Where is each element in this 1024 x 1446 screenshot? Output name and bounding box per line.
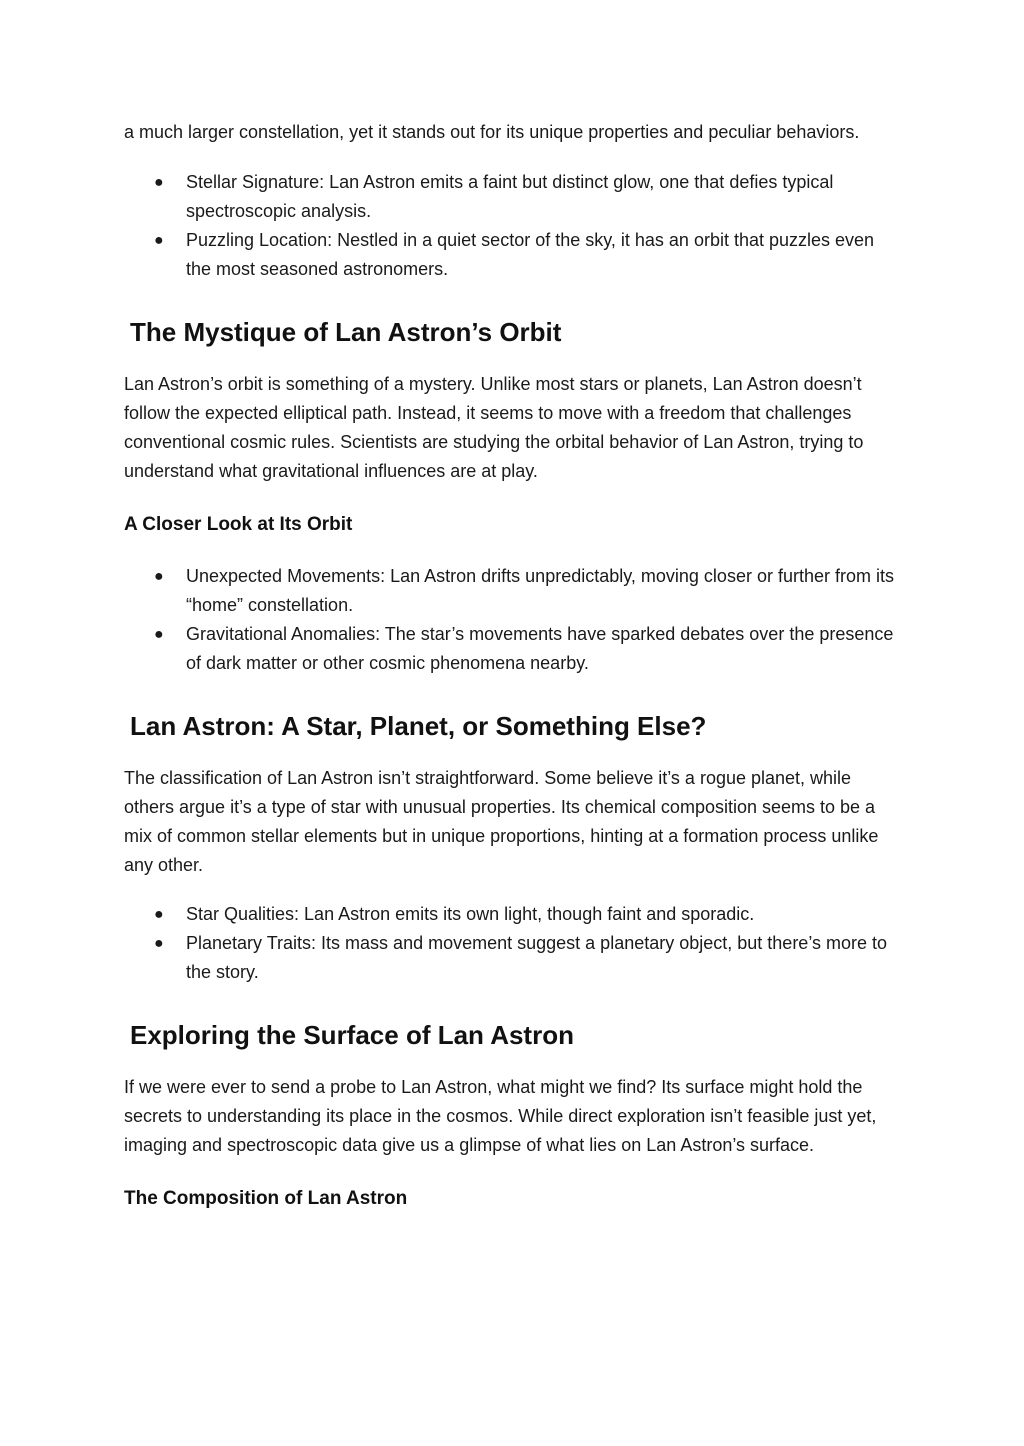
orbit-bullet-list [124,562,904,678]
bullet-icon: ● [154,568,164,585]
list-item-text: Planetary Traits: Its mass and movement suggest a planetary object, but there’s more to the story. [186,933,888,982]
list-item-text: Gravitational Anomalies: The star’s movements have sparked debates over the presence of dark matter or other cosmic phenomena nearby. [186,624,894,673]
list-item [124,168,904,226]
orbit-paragraph: Lan Astron’s orbit is something of a mystery. Unlike most stars or planets, Lan Astron doesn’t follow the expected elliptical path. Instead, it seems to move with a freedom that challenges conventional cosmic rules. Scientists are studying the orbital behavior of Lan Astron, trying to understand what gravitational influences are at play. [124,374,864,481]
section-heading-classification: Lan Astron: A Star, Planet, or Something Else? [130,711,707,741]
intro-bullet-list [124,168,904,284]
list-item-text: Unexpected Movements: Lan Astron drifts unpredictably, moving closer or further from its “home” constellation. [186,566,894,615]
section-heading-surface: Exploring the Surface of Lan Astron [130,1020,574,1050]
document-page [124,118,904,1213]
classification-paragraph: The classification of Lan Astron isn’t straightforward. Some believe it’s a rogue planet, while others argue it’s a type of star with unusual properties. Its chemical composition seems to be a mix of common stellar elements but in unique proportions, hinting at a formation process unlike any other. [124,768,879,875]
subheading-composition: The Composition of Lan Astron [124,1188,408,1209]
intro-paragraph: a much larger constellation, yet it stands out for its unique properties and peculiar behaviors. [124,122,860,142]
section-heading-orbit: The Mystique of Lan Astron’s Orbit [130,317,562,347]
list-item [124,620,904,678]
list-item-text: Puzzling Location: Nestled in a quiet sector of the sky, it has an orbit that puzzles even the most seasoned astronomers. [186,230,875,279]
bullet-icon: ● [154,174,164,191]
list-item [124,562,904,620]
list-item-text: Stellar Signature: Lan Astron emits a faint but distinct glow, one that defies typical spectroscopic analysis. [186,172,834,221]
list-item [124,900,904,929]
bullet-icon: ● [154,935,164,952]
subheading-closer-look: A Closer Look at Its Orbit [124,514,353,535]
bullet-icon: ● [154,626,164,643]
bullet-icon: ● [154,906,164,923]
surface-paragraph: If we were ever to send a probe to Lan Astron, what might we find? Its surface might hold the secrets to understanding its place in the cosmos. While direct exploration isn’t feasible just yet, imaging and spectroscopic data give us a glimpse of what lies on Lan Astron’s surface. [124,1077,877,1155]
classification-bullet-list [124,900,904,987]
bullet-icon: ● [154,232,164,249]
list-item-text: Star Qualities: Lan Astron emits its own light, though faint and sporadic. [186,904,755,924]
list-item [124,226,904,284]
list-item [124,929,904,987]
